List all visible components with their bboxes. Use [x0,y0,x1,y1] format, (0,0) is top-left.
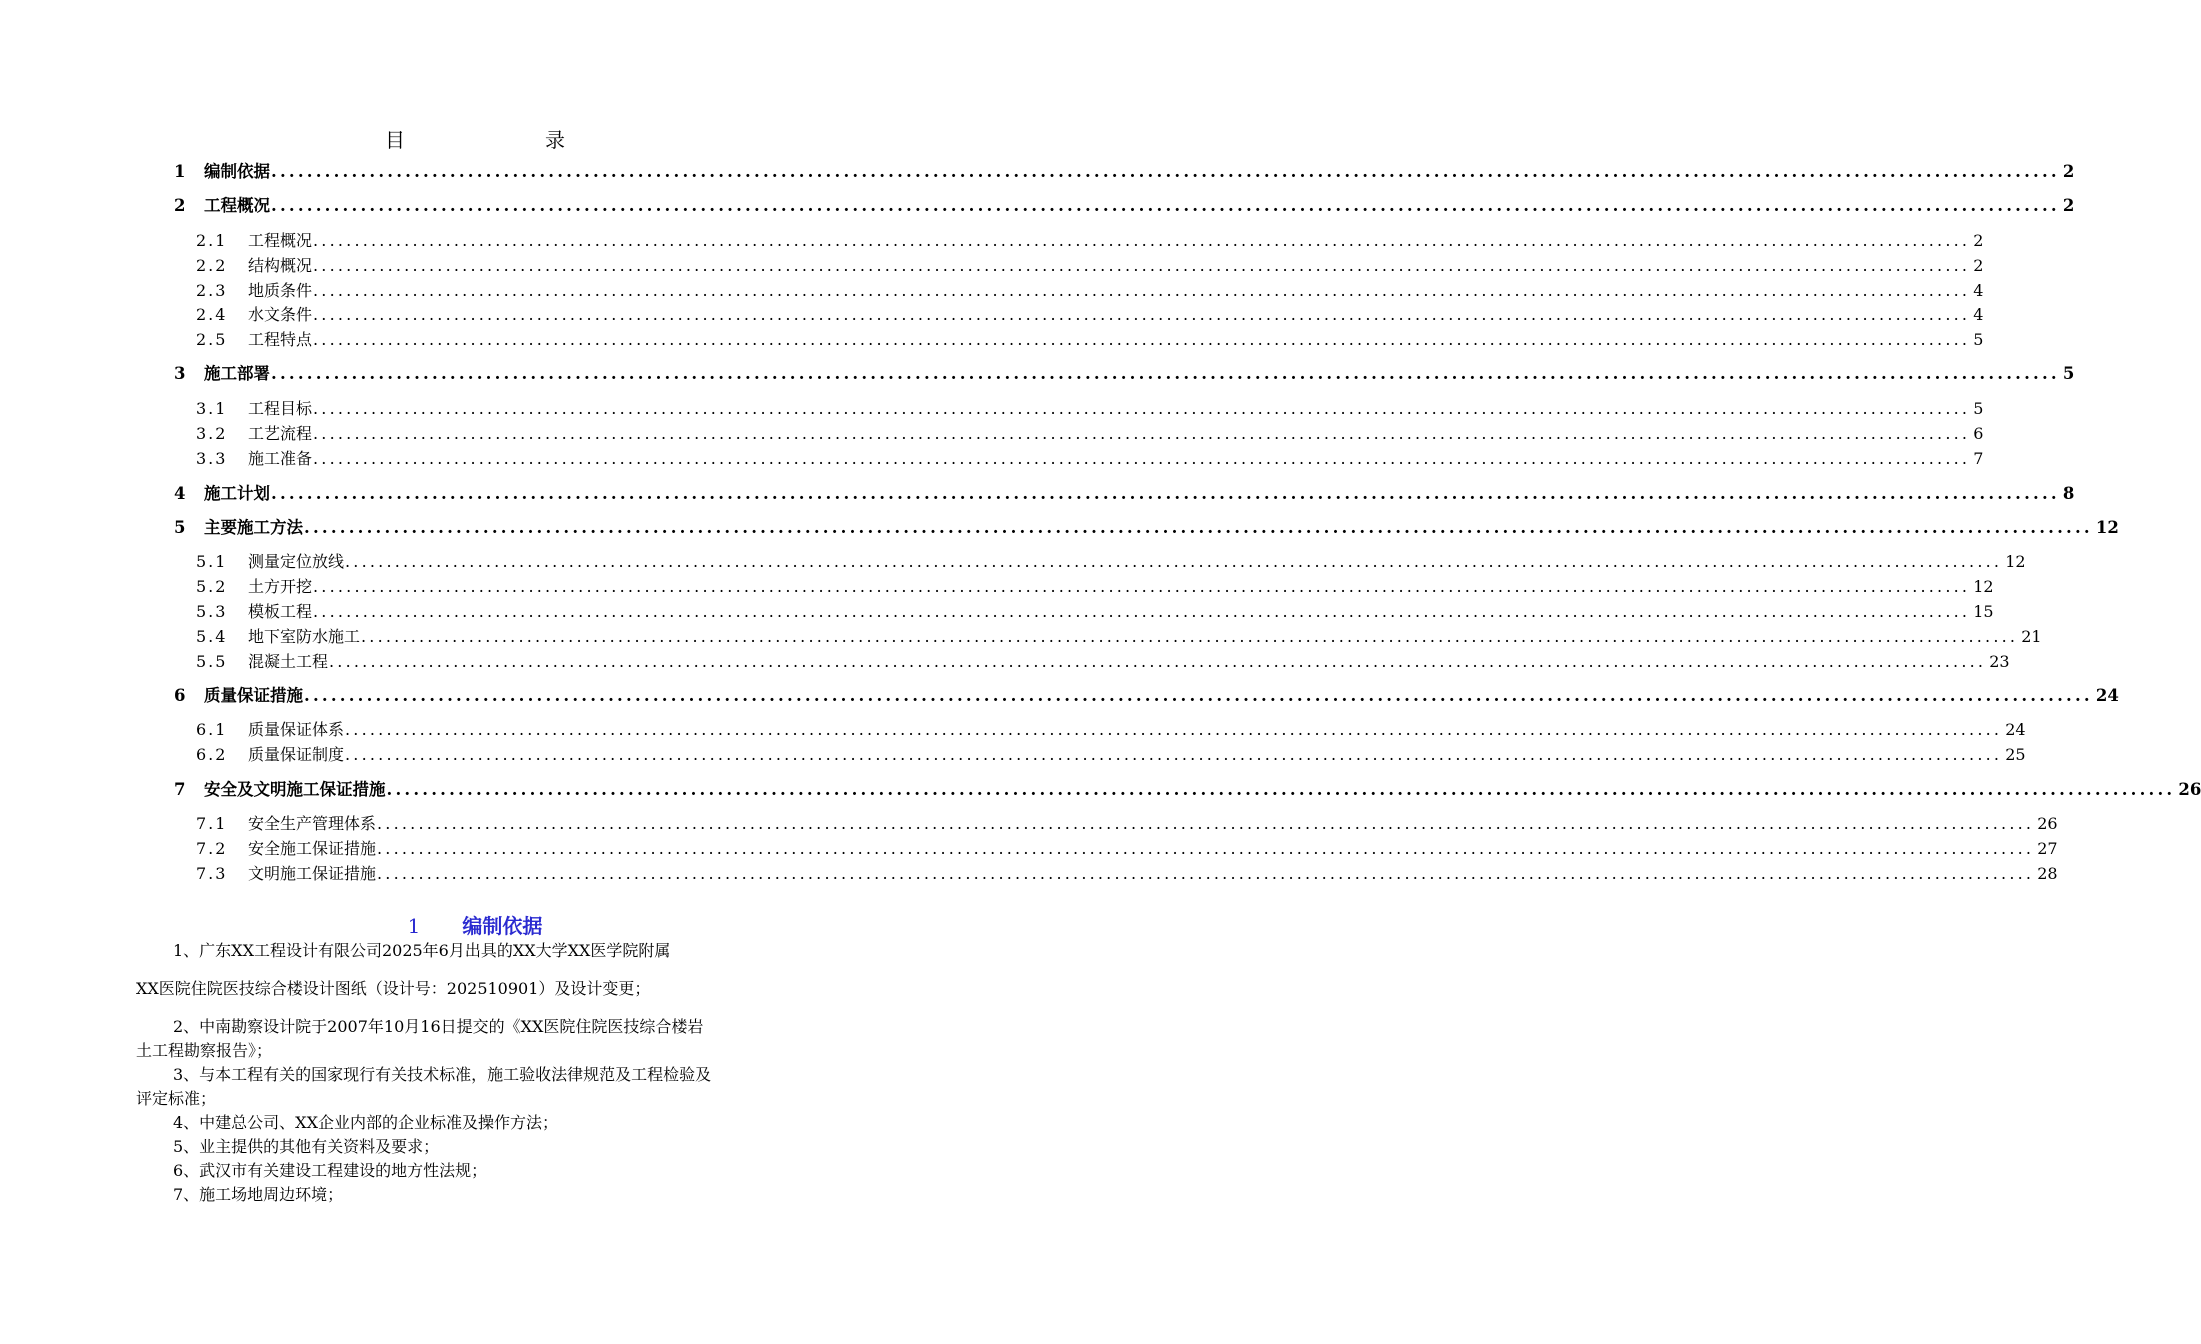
toc-dot-leader: ........................................................................................................................................................................................................ [304,518,2093,537]
toc-entry-number: 5.4 [196,627,228,646]
toc-entry-page: 27 [2037,839,2058,858]
toc-entry[interactable] [196,718,2026,742]
toc-entry-page: 26 [2037,814,2058,833]
toc-entry-number: 2 [174,196,186,215]
toc-dot-leader: ........................................................................................................................................................................................................ [304,686,2093,705]
toc-dot-leader: ........................................................................................................................................................................................................ [345,552,2003,571]
toc-entry-page: 2 [1973,231,1984,250]
toc-dot-leader: ........................................................................................................................................................................................................ [313,399,1971,418]
toc-dot-leader: ........................................................................................................................................................................................................ [329,652,1987,671]
toc-entry[interactable] [174,194,2075,218]
toc-dot-leader: ........................................................................................................................................................................................................ [386,780,2176,799]
toc-entry-number: 5 [174,518,186,537]
toc-entry-label: 编制依据 [204,162,270,181]
toc-entry[interactable] [174,362,2075,386]
toc-entry[interactable] [196,447,1984,471]
section-title: 编制依据 [462,914,543,938]
toc-entry[interactable] [196,743,2026,767]
toc-entry-page: 2 [2062,162,2075,181]
toc-entry[interactable] [196,303,1984,327]
toc-entry[interactable] [196,600,1994,624]
toc-entry-page: 2 [2062,196,2075,215]
toc-entry-page: 7 [1973,449,1984,468]
toc-entry-number: 2.3 [196,281,228,300]
toc-entry[interactable] [196,550,2026,574]
paragraph-line: 6、武汉市有关建设工程建设的地方性法规； [173,1161,488,1180]
toc-entry-label: 质量保证体系 [248,720,345,739]
toc-title: 目 录 [385,128,625,152]
toc-entry[interactable] [196,397,1984,421]
toc-entry-number: 4 [174,484,186,503]
toc-entry-number: 2.4 [196,305,228,324]
toc-entry[interactable] [196,862,2058,886]
toc-entry[interactable] [196,575,1994,599]
toc-entry-number: 2.5 [196,330,228,349]
toc-entry-label: 施工部署 [204,364,270,383]
toc-entry-page: 12 [2095,518,2119,537]
toc-entry-label: 安全及文明施工保证措施 [204,780,386,799]
toc-dot-leader: ........................................................................................................................................................................................................ [377,814,2035,833]
toc-entry-number: 5.5 [196,652,228,671]
toc-dot-leader: ........................................................................................................................................................................................................ [313,449,1971,468]
paragraph-line: 3、与本工程有关的国家现行有关技术标准，施工验收法律规范及工程检验及 [173,1065,712,1084]
toc-dot-leader: ........................................................................................................................................................................................................ [313,424,1971,443]
toc-entry-label: 安全施工保证措施 [248,839,377,858]
toc-entry-label: 工程概况 [248,231,313,250]
toc-entry-number: 5.3 [196,602,228,621]
toc-entry-page: 8 [2062,484,2075,503]
toc-entry[interactable] [196,837,2058,861]
toc-entry[interactable] [174,516,2119,540]
toc-entry[interactable] [196,812,2058,836]
toc-entry-number: 5.1 [196,552,228,571]
toc-entry[interactable] [174,778,2201,802]
toc-entry-number: 2.2 [196,256,228,275]
section-number: 1 [407,914,421,938]
toc-entry[interactable] [196,254,1984,278]
toc-entry-label: 水文条件 [248,305,313,324]
section-heading [0,910,950,939]
toc-dot-leader: ........................................................................................................................................................................................................ [271,162,2060,181]
toc-entry-page: 24 [2005,720,2026,739]
toc-entry[interactable] [196,229,1984,253]
toc-entry-label: 施工计划 [204,484,270,503]
toc-entry-label: 混凝土工程 [248,652,329,671]
toc-entry[interactable] [174,482,2075,506]
toc-entry[interactable] [196,625,2042,649]
toc-entry-label: 土方开挖 [248,577,313,596]
toc-entry-label: 文明施工保证措施 [248,864,377,883]
toc-entry-page: 21 [2021,627,2042,646]
toc-dot-leader: ........................................................................................................................................................................................................ [313,281,1971,300]
toc-entry-page: 4 [1973,305,1984,324]
toc-entry-page: 4 [1973,281,1984,300]
toc-entry-page: 12 [1973,577,1994,596]
toc-entry-page: 2 [1973,256,1984,275]
toc-entry-number: 7.3 [196,864,228,883]
toc-entry[interactable] [196,422,1984,446]
toc-entry-number: 3.2 [196,424,228,443]
toc-dot-leader: ........................................................................................................................................................................................................ [271,484,2060,503]
toc-entry-number: 7.2 [196,839,228,858]
toc-entry-label: 施工准备 [248,449,313,468]
toc-entry[interactable] [196,279,1984,303]
toc-entry-page: 25 [2005,745,2026,764]
toc-dot-leader: ........................................................................................................................................................................................................ [313,577,1971,596]
toc-entry-number: 7.1 [196,814,228,833]
toc-entry[interactable] [196,328,1984,352]
toc-entry[interactable] [174,160,2075,184]
toc-dot-leader: ........................................................................................................................................................................................................ [313,330,1971,349]
paragraph-line: 7、施工场地周边环境； [173,1185,344,1204]
toc-entry-page: 23 [1989,652,2010,671]
toc-entry-label: 工程概况 [204,196,270,215]
toc-entry-label: 测量定位放线 [248,552,345,571]
toc-entry-number: 6.1 [196,720,228,739]
toc-entry-page: 5 [1973,330,1984,349]
toc-entry-label: 工程特点 [248,330,313,349]
toc-dot-leader: ........................................................................................................................................................................................................ [345,745,2003,764]
toc-entry-number: 7 [174,780,186,799]
toc-dot-leader: ........................................................................................................................................................................................................ [377,839,2035,858]
toc-dot-leader: ........................................................................................................................................................................................................ [313,256,1971,275]
toc-entry-label: 地质条件 [248,281,313,300]
toc-entry-number: 6 [174,686,186,705]
toc-entry-number: 3 [174,364,186,383]
toc-entry-label: 质量保证措施 [204,686,303,705]
toc-dot-leader: ........................................................................................................................................................................................................ [313,602,1971,621]
toc-entry-label: 主要施工方法 [204,518,303,537]
toc-dot-leader: ........................................................................................................................................................................................................ [271,364,2060,383]
toc-entry-number: 3.1 [196,399,228,418]
toc-entry-label: 质量保证制度 [248,745,345,764]
paragraph-line: 评定标准； [136,1089,217,1108]
toc-entry-page: 5 [1973,399,1984,418]
toc-entry-page: 24 [2095,686,2119,705]
toc-entry-number: 1 [174,162,186,181]
toc-entry-number: 5.2 [196,577,228,596]
toc-entry-number: 3.3 [196,449,228,468]
toc-entry-label: 模板工程 [248,602,313,621]
toc-entry[interactable] [174,684,2119,708]
toc-dot-leader: ........................................................................................................................................................................................................ [377,864,2035,883]
toc-entry-page: 15 [1973,602,1994,621]
paragraph-line: 土工程勘察报告》； [136,1041,273,1060]
toc-entry-label: 工艺流程 [248,424,313,443]
paragraph-line: XX医院住院医技综合楼设计图纸（设计号：202510901）及设计变更； [136,979,651,998]
paragraph-line: 2、中南勘察设计院于2007年10月16日提交的《XX医院住院医技综合楼岩 [173,1017,704,1036]
toc-entry-label: 工程目标 [248,399,313,418]
toc-entry-page: 26 [2178,780,2201,799]
toc-entry-label: 地下室防水施工 [248,627,361,646]
toc-entry-page: 28 [2037,864,2058,883]
toc-entry-page: 6 [1973,424,1984,443]
toc-dot-leader: ........................................................................................................................................................................................................ [361,627,2019,646]
toc-entry[interactable] [196,650,2010,674]
toc-dot-leader: ........................................................................................................................................................................................................ [313,305,1971,324]
toc-entry-page: 12 [2005,552,2026,571]
paragraph-line: 5、业主提供的其他有关资料及要求； [173,1137,440,1156]
toc-dot-leader: ........................................................................................................................................................................................................ [271,196,2060,215]
toc-entry-number: 6.2 [196,745,228,764]
toc-entry-label: 结构概况 [248,256,313,275]
toc-dot-leader: ........................................................................................................................................................................................................ [313,231,1971,250]
toc-dot-leader: ........................................................................................................................................................................................................ [345,720,2003,739]
paragraph-line: 1、广东XX工程设计有限公司2025年6月出具的XX大学XX医学院附属 [173,941,671,960]
toc-entry-page: 5 [2062,364,2075,383]
toc-entry-label: 安全生产管理体系 [248,814,377,833]
paragraph-line: 4、中建总公司、XX企业内部的企业标准及操作方法； [173,1113,558,1132]
toc-entry-number: 2.1 [196,231,228,250]
